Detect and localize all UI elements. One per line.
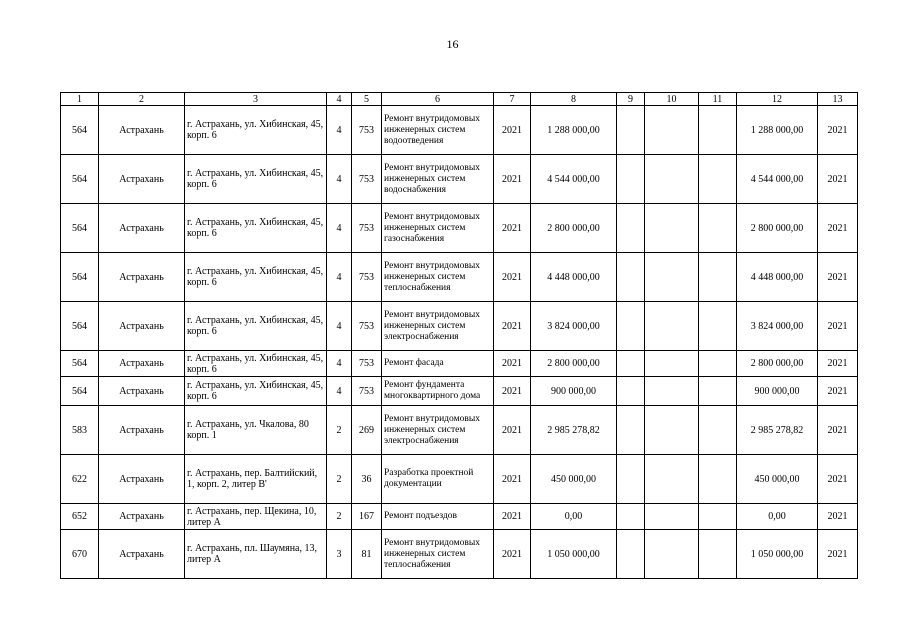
cell-col4: 2 <box>327 504 352 530</box>
column-header: 5 <box>352 93 382 106</box>
table-row <box>61 106 858 155</box>
cell-cost: 1 288 000,00 <box>531 106 617 155</box>
cell-col9 <box>617 530 645 579</box>
cell-col9 <box>617 253 645 302</box>
cell-col10 <box>645 204 699 253</box>
cell-col12: 2 800 000,00 <box>737 204 818 253</box>
column-number-row <box>61 93 858 106</box>
cell-municipality: Астрахань <box>99 302 185 351</box>
column-header: 4 <box>327 93 352 106</box>
cell-col4: 3 <box>327 530 352 579</box>
cell-col13: 2021 <box>818 351 858 377</box>
cell-col10 <box>645 406 699 455</box>
cell-col11 <box>699 377 737 406</box>
column-header: 9 <box>617 93 645 106</box>
cell-number: 564 <box>61 106 99 155</box>
cell-municipality: Астрахань <box>99 530 185 579</box>
cell-number: 622 <box>61 455 99 504</box>
cell-cost: 4 448 000,00 <box>531 253 617 302</box>
cell-year: 2021 <box>494 530 531 579</box>
cell-col13: 2021 <box>818 253 858 302</box>
column-header: 2 <box>99 93 185 106</box>
column-header: 8 <box>531 93 617 106</box>
cell-number: 564 <box>61 377 99 406</box>
cell-address: г. Астрахань, пл. Шаумяна, 13, литер А <box>185 530 327 579</box>
cell-cost: 2 985 278,82 <box>531 406 617 455</box>
cell-year: 2021 <box>494 455 531 504</box>
table-row <box>61 504 858 530</box>
cell-work-type: Ремонт внутридомовых инженерных систем водоснабжения <box>382 155 494 204</box>
cell-municipality: Астрахань <box>99 377 185 406</box>
cell-col11 <box>699 106 737 155</box>
cell-address: г. Астрахань, ул. Хибинская, 45, корп. 6 <box>185 106 327 155</box>
table-row <box>61 204 858 253</box>
cell-year: 2021 <box>494 504 531 530</box>
cell-col5: 269 <box>352 406 382 455</box>
column-header: 3 <box>185 93 327 106</box>
cell-col5: 753 <box>352 155 382 204</box>
cell-col10 <box>645 455 699 504</box>
cell-col11 <box>699 253 737 302</box>
cell-work-type: Ремонт внутридомовых инженерных систем газоснабжения <box>382 204 494 253</box>
table-row <box>61 302 858 351</box>
cell-col9 <box>617 204 645 253</box>
cell-cost: 900 000,00 <box>531 377 617 406</box>
cell-col9 <box>617 504 645 530</box>
cell-address: г. Астрахань, ул. Чкалова, 80 корп. 1 <box>185 406 327 455</box>
cell-col10 <box>645 377 699 406</box>
cell-col9 <box>617 455 645 504</box>
cell-col11 <box>699 406 737 455</box>
cell-col13: 2021 <box>818 455 858 504</box>
column-header: 13 <box>818 93 858 106</box>
cell-number: 564 <box>61 204 99 253</box>
cell-work-type: Ремонт фундамента многоквартирного дома <box>382 377 494 406</box>
cell-col5: 753 <box>352 106 382 155</box>
cell-col12: 450 000,00 <box>737 455 818 504</box>
cell-cost: 4 544 000,00 <box>531 155 617 204</box>
cell-col9 <box>617 155 645 204</box>
cell-year: 2021 <box>494 302 531 351</box>
table-row <box>61 155 858 204</box>
cell-municipality: Астрахань <box>99 204 185 253</box>
cell-cost: 450 000,00 <box>531 455 617 504</box>
cell-year: 2021 <box>494 351 531 377</box>
cell-col4: 4 <box>327 106 352 155</box>
cell-col10 <box>645 351 699 377</box>
cell-cost: 0,00 <box>531 504 617 530</box>
cell-col5: 167 <box>352 504 382 530</box>
cell-col5: 753 <box>352 377 382 406</box>
cell-number: 652 <box>61 504 99 530</box>
cell-col11 <box>699 530 737 579</box>
cell-year: 2021 <box>494 155 531 204</box>
cell-col12: 1 050 000,00 <box>737 530 818 579</box>
table-row <box>61 530 858 579</box>
cell-year: 2021 <box>494 406 531 455</box>
cell-col5: 81 <box>352 530 382 579</box>
table-row <box>61 377 858 406</box>
cell-col10 <box>645 106 699 155</box>
cell-col10 <box>645 253 699 302</box>
cell-cost: 1 050 000,00 <box>531 530 617 579</box>
column-header: 7 <box>494 93 531 106</box>
cell-address: г. Астрахань, ул. Хибинская, 45, корп. 6 <box>185 351 327 377</box>
cell-number: 583 <box>61 406 99 455</box>
cell-address: г. Астрахань, ул. Хибинская, 45, корп. 6 <box>185 302 327 351</box>
cell-col10 <box>645 504 699 530</box>
column-header: 11 <box>699 93 737 106</box>
table-row <box>61 406 858 455</box>
cell-work-type: Ремонт внутридомовых инженерных систем водоотведения <box>382 106 494 155</box>
cell-col11 <box>699 351 737 377</box>
cell-year: 2021 <box>494 253 531 302</box>
cell-cost: 2 800 000,00 <box>531 351 617 377</box>
cell-col10 <box>645 155 699 204</box>
cell-col4: 4 <box>327 204 352 253</box>
cell-municipality: Астрахань <box>99 455 185 504</box>
cell-year: 2021 <box>494 377 531 406</box>
cell-col12: 3 824 000,00 <box>737 302 818 351</box>
cell-number: 564 <box>61 155 99 204</box>
column-header: 10 <box>645 93 699 106</box>
cell-work-type: Ремонт фасада <box>382 351 494 377</box>
cell-col13: 2021 <box>818 377 858 406</box>
cell-col5: 753 <box>352 253 382 302</box>
table-row <box>61 455 858 504</box>
cell-col9 <box>617 377 645 406</box>
cell-number: 564 <box>61 302 99 351</box>
cell-col4: 4 <box>327 155 352 204</box>
cell-address: г. Астрахань, ул. Хибинская, 45, корп. 6 <box>185 204 327 253</box>
cell-col13: 2021 <box>818 204 858 253</box>
cell-municipality: Астрахань <box>99 155 185 204</box>
cell-col11 <box>699 204 737 253</box>
cell-col13: 2021 <box>818 302 858 351</box>
cell-address: г. Астрахань, ул. Хибинская, 45, корп. 6 <box>185 377 327 406</box>
cell-work-type: Ремонт внутридомовых инженерных систем электроснабжения <box>382 302 494 351</box>
cell-col11 <box>699 455 737 504</box>
cell-address: г. Астрахань, пер. Щекина, 10, литер А <box>185 504 327 530</box>
cell-col4: 4 <box>327 351 352 377</box>
cell-col5: 753 <box>352 204 382 253</box>
cell-col13: 2021 <box>818 155 858 204</box>
cell-col4: 4 <box>327 302 352 351</box>
cell-col4: 4 <box>327 253 352 302</box>
cell-col13: 2021 <box>818 504 858 530</box>
cell-col12: 900 000,00 <box>737 377 818 406</box>
cell-col13: 2021 <box>818 530 858 579</box>
cell-col9 <box>617 106 645 155</box>
cell-number: 564 <box>61 351 99 377</box>
cell-address: г. Астрахань, ул. Хибинская, 45, корп. 6 <box>185 253 327 302</box>
cell-col10 <box>645 302 699 351</box>
cell-col13: 2021 <box>818 406 858 455</box>
cell-municipality: Астрахань <box>99 253 185 302</box>
cell-number: 670 <box>61 530 99 579</box>
cell-work-type: Ремонт внутридомовых инженерных систем теплоснабжения <box>382 253 494 302</box>
cell-col12: 2 800 000,00 <box>737 351 818 377</box>
column-header: 6 <box>382 93 494 106</box>
cell-col12: 4 544 000,00 <box>737 155 818 204</box>
cell-col9 <box>617 406 645 455</box>
cell-work-type: Разработка проектной документации <box>382 455 494 504</box>
repair-works-table <box>60 92 858 579</box>
cell-col13: 2021 <box>818 106 858 155</box>
cell-col9 <box>617 302 645 351</box>
column-header: 12 <box>737 93 818 106</box>
cell-work-type: Ремонт внутридомовых инженерных систем электроснабжения <box>382 406 494 455</box>
cell-col4: 4 <box>327 377 352 406</box>
cell-col11 <box>699 302 737 351</box>
table-row <box>61 351 858 377</box>
cell-year: 2021 <box>494 204 531 253</box>
cell-year: 2021 <box>494 106 531 155</box>
cell-work-type: Ремонт подъездов <box>382 504 494 530</box>
cell-col12: 4 448 000,00 <box>737 253 818 302</box>
cell-col9 <box>617 351 645 377</box>
cell-col4: 2 <box>327 455 352 504</box>
cell-municipality: Астрахань <box>99 106 185 155</box>
cell-col11 <box>699 155 737 204</box>
cell-col12: 2 985 278,82 <box>737 406 818 455</box>
cell-col11 <box>699 504 737 530</box>
cell-address: г. Астрахань, ул. Хибинская, 45, корп. 6 <box>185 155 327 204</box>
cell-municipality: Астрахань <box>99 351 185 377</box>
cell-col12: 1 288 000,00 <box>737 106 818 155</box>
cell-col5: 36 <box>352 455 382 504</box>
page-number: 16 <box>446 37 459 51</box>
cell-number: 564 <box>61 253 99 302</box>
cell-col10 <box>645 530 699 579</box>
cell-municipality: Астрахань <box>99 504 185 530</box>
cell-cost: 2 800 000,00 <box>531 204 617 253</box>
table-row <box>61 253 858 302</box>
cell-address: г. Астрахань, пер. Балтийский, 1, корп. 2, литер В' <box>185 455 327 504</box>
cell-col5: 753 <box>352 302 382 351</box>
cell-col5: 753 <box>352 351 382 377</box>
cell-col4: 2 <box>327 406 352 455</box>
cell-municipality: Астрахань <box>99 406 185 455</box>
cell-col12: 0,00 <box>737 504 818 530</box>
cell-cost: 3 824 000,00 <box>531 302 617 351</box>
column-header: 1 <box>61 93 99 106</box>
cell-work-type: Ремонт внутридомовых инженерных систем теплоснабжения <box>382 530 494 579</box>
